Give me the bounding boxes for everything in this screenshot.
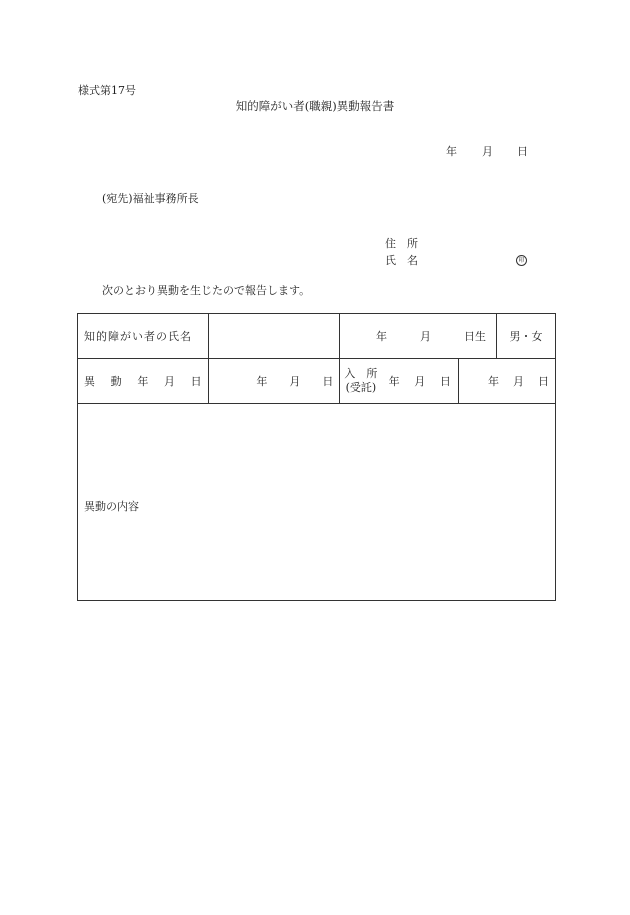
change-details-label: 異動の内容 [84, 500, 139, 513]
change-date-label-char: 月 [163, 375, 175, 388]
change-date-label-char: 異 [84, 375, 95, 388]
admission-date-year: 年 [488, 375, 499, 388]
person-name-label-cell [78, 314, 209, 359]
change-date-field[interactable] [208, 359, 340, 404]
birth-month-label: 月 [420, 330, 432, 343]
change-date-label-char: 日 [190, 375, 202, 388]
admission-day-label: 日 [439, 375, 451, 388]
admission-label-line1: 入 所 [344, 366, 378, 380]
admission-date-text [459, 373, 555, 389]
sex-options: 男・女 [509, 330, 543, 343]
date-month-label: 月 [482, 145, 493, 158]
birth-year-label: 年 [376, 330, 388, 343]
change-date-text [209, 373, 340, 389]
birth-date-field[interactable] [340, 314, 497, 359]
date-day-label: 日 [517, 145, 528, 158]
change-day-label: 日 [322, 375, 334, 388]
report-table [77, 313, 556, 601]
address-label: 住 所 [385, 237, 418, 250]
form-number: 様式第17号 [78, 84, 136, 97]
applicant-name-label: 氏 名 [385, 254, 418, 267]
change-date-label-char: 年 [137, 375, 149, 388]
admission-year-label: 年 [388, 375, 400, 388]
addressee: (宛先)福祉事務所長 [102, 192, 199, 205]
admission-date-month: 月 [513, 375, 524, 388]
admission-label-cell [340, 359, 459, 404]
change-date-label-cell [78, 359, 209, 404]
birth-day-label: 日生 [464, 330, 487, 343]
person-name-field[interactable] [208, 314, 340, 359]
seal-mark: 印 [516, 255, 527, 266]
document-title: 知的障がい者(職親)異動報告書 [235, 99, 395, 113]
person-name-label: 知的障がい者の氏名 [84, 330, 192, 343]
change-details-field[interactable] [78, 404, 556, 601]
admission-date-day: 日 [538, 375, 549, 388]
admission-label [340, 367, 381, 396]
admission-label-line2: (受託) [345, 381, 377, 394]
change-date-label [78, 373, 208, 389]
change-date-label-char: 動 [110, 375, 122, 388]
date-year-label: 年 [446, 145, 457, 158]
admission-date-field[interactable] [459, 359, 556, 404]
change-year-label: 年 [256, 375, 268, 388]
intro-text: 次のとおり異動を生じたので報告します。 [102, 284, 311, 297]
birth-date-text [340, 328, 496, 344]
sex-field[interactable] [497, 314, 556, 359]
change-month-label: 月 [289, 375, 301, 388]
admission-month-label: 月 [414, 375, 426, 388]
admission-ymd [381, 373, 458, 389]
